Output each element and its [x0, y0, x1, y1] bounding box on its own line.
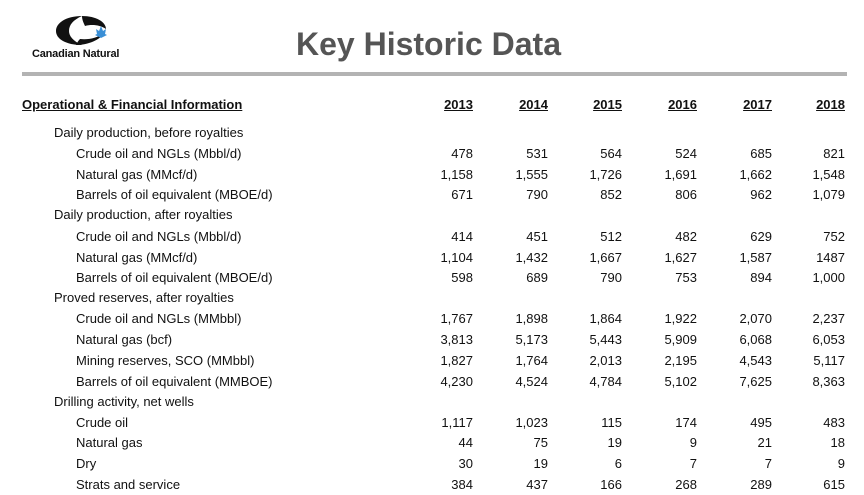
year-header: 2018	[816, 97, 845, 112]
table-row	[0, 415, 864, 433]
section-heading-row	[0, 394, 864, 412]
table-cell: 753	[675, 270, 697, 285]
table-cell: 30	[458, 456, 473, 471]
section-heading: Daily production, before royalties	[54, 125, 244, 140]
table-row	[0, 477, 864, 495]
table-cell: 482	[675, 229, 697, 244]
table-cell: 1,922	[664, 311, 697, 326]
table-cell: 4,230	[440, 374, 473, 389]
table-cell: 4,784	[589, 374, 622, 389]
table-cell: 5,102	[664, 374, 697, 389]
table-cell: 564	[600, 146, 622, 161]
table-cell: 384	[451, 477, 473, 492]
table-cell: 1,864	[589, 311, 622, 326]
table-cell: 6,053	[812, 332, 845, 347]
table-cell: 531	[526, 146, 548, 161]
table-cell: 790	[600, 270, 622, 285]
table-cell: 4,543	[739, 353, 772, 368]
table-cell: 1,023	[515, 415, 548, 430]
table-cell: 478	[451, 146, 473, 161]
table-cell: 671	[451, 187, 473, 202]
table-cell: 1,691	[664, 167, 697, 182]
table-cell: 9	[689, 435, 697, 450]
table-cell: 414	[451, 229, 473, 244]
table-cell: 5,173	[515, 332, 548, 347]
table-row	[0, 353, 864, 371]
table-cell: 894	[750, 270, 772, 285]
table-cell: 1,764	[515, 353, 548, 368]
row-label: Crude oil and NGLs (Mbbl/d)	[76, 146, 242, 161]
row-label: Natural gas	[76, 435, 143, 450]
section-heading-row	[0, 125, 864, 143]
table-cell: 1,767	[440, 311, 473, 326]
table-cell: 1,079	[812, 187, 845, 202]
table-cell: 483	[823, 415, 845, 430]
table-cell: 2,070	[739, 311, 772, 326]
table-cell: 3,813	[440, 332, 473, 347]
row-label: Natural gas (bcf)	[76, 332, 173, 347]
table-header	[0, 97, 864, 115]
table-cell: 8,363	[812, 374, 845, 389]
table-cell: 5,443	[589, 332, 622, 347]
table-cell: 174	[675, 415, 697, 430]
table-cell: 7	[764, 456, 772, 471]
table-cell: 495	[750, 415, 772, 430]
table-cell: 629	[750, 229, 772, 244]
table-cell: 598	[451, 270, 473, 285]
table-cell: 1,104	[440, 250, 473, 265]
row-label: Barrels of oil equivalent (MBOE/d)	[76, 270, 273, 285]
table-cell: 1,587	[739, 250, 772, 265]
table-cell: 7	[689, 456, 697, 471]
row-label: Crude oil and NGLs (Mbbl/d)	[76, 229, 242, 244]
table-cell: 1,548	[812, 167, 845, 182]
table-cell: 268	[675, 477, 697, 492]
table-cell: 512	[600, 229, 622, 244]
table-cell: 289	[750, 477, 772, 492]
table-cell: 1,827	[440, 353, 473, 368]
table-cell: 1,662	[739, 167, 772, 182]
page-title: Key Historic Data	[296, 26, 561, 62]
table-cell: 437	[526, 477, 548, 492]
row-label: Mining reserves, SCO (MMbbl)	[76, 353, 255, 368]
table-row	[0, 374, 864, 392]
year-header: 2013	[444, 97, 473, 112]
company-logo	[28, 14, 148, 64]
year-header: 2015	[593, 97, 622, 112]
section-heading-row	[0, 290, 864, 308]
year-header: 2014	[519, 97, 548, 112]
table-cell: 689	[526, 270, 548, 285]
table-cell: 6,068	[739, 332, 772, 347]
table-cell: 451	[526, 229, 548, 244]
table-cell: 1,726	[589, 167, 622, 182]
table-row	[0, 167, 864, 185]
table-cell: 21	[757, 435, 772, 450]
table-cell: 524	[675, 146, 697, 161]
section-heading: Proved reserves, after royalties	[54, 290, 234, 305]
year-header: 2016	[668, 97, 697, 112]
table-cell: 5,117	[813, 353, 845, 368]
table-cell: 19	[533, 456, 548, 471]
table-cell: 6	[614, 456, 622, 471]
table-row	[0, 332, 864, 350]
table-cell: 790	[526, 187, 548, 202]
table-row	[0, 187, 864, 205]
table-cell: 2,195	[664, 353, 697, 368]
row-label: Crude oil	[76, 415, 129, 430]
table-cell: 7,625	[739, 374, 772, 389]
table-cell: 806	[675, 187, 697, 202]
table-row	[0, 146, 864, 164]
table-cell: 685	[750, 146, 772, 161]
logo-text: Canadian Natural	[32, 48, 120, 60]
table-cell: 5,909	[664, 332, 697, 347]
table-cell: 4,524	[515, 374, 548, 389]
table-row	[0, 270, 864, 288]
table-cell: 1,432	[515, 250, 548, 265]
table-cell: 1,000	[812, 270, 845, 285]
section-heading: Drilling activity, net wells	[54, 394, 194, 409]
table-cell: 44	[458, 435, 473, 450]
year-header: 2017	[743, 97, 772, 112]
table-cell: 821	[823, 146, 845, 161]
row-label: Natural gas (MMcf/d)	[76, 250, 198, 265]
section-heading: Daily production, after royalties	[54, 207, 233, 222]
table-cell: 2,237	[812, 311, 845, 326]
table-cell: 1,627	[664, 250, 697, 265]
row-label: Barrels of oil equivalent (MMBOE)	[76, 374, 273, 389]
table-cell: 615	[823, 477, 845, 492]
table-cell: 752	[823, 229, 845, 244]
table-row	[0, 456, 864, 474]
section-heading-row	[0, 207, 864, 225]
row-label: Crude oil and NGLs (MMbbl)	[76, 311, 242, 326]
row-label: Barrels of oil equivalent (MBOE/d)	[76, 187, 273, 202]
table-row	[0, 435, 864, 453]
table-cell: 9	[837, 456, 845, 471]
table-cell: 1,898	[515, 311, 548, 326]
table-cell: 1,667	[589, 250, 622, 265]
table-row	[0, 250, 864, 268]
logo-mark-icon	[52, 14, 112, 46]
row-label: Natural gas (MMcf/d)	[76, 167, 198, 182]
table-cell: 166	[600, 477, 622, 492]
table-header-label: Operational & Financial Information	[22, 97, 243, 112]
table-cell: 75	[533, 435, 548, 450]
table-cell: 1,117	[441, 415, 473, 430]
table-cell: 1,158	[440, 167, 473, 182]
table-cell: 962	[750, 187, 772, 202]
table-cell: 19	[607, 435, 622, 450]
title-rule	[22, 72, 847, 76]
table-cell: 1487	[816, 250, 845, 265]
table-cell: 852	[600, 187, 622, 202]
table-row	[0, 229, 864, 247]
row-label: Strats and service	[76, 477, 181, 492]
table-cell: 2,013	[589, 353, 622, 368]
table-row	[0, 311, 864, 329]
table-cell: 18	[830, 435, 845, 450]
table-cell: 115	[601, 415, 622, 430]
table-cell: 1,555	[515, 167, 548, 182]
row-label: Dry	[76, 456, 97, 471]
